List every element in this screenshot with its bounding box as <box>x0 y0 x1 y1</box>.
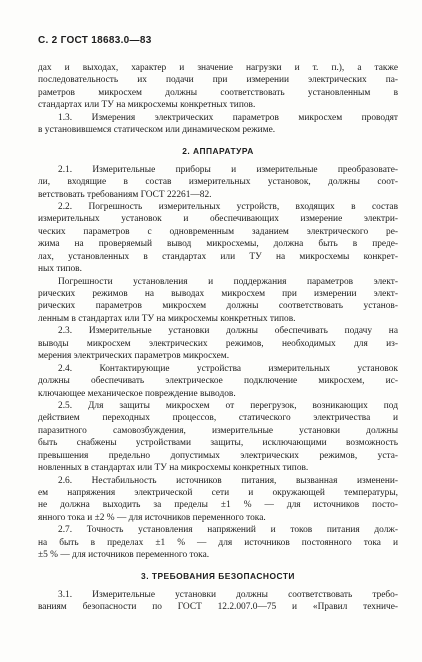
text-line: стандартах или ТУ на микросхемы конкретных типов. <box>38 100 256 111</box>
text-line: ных типов. <box>38 264 82 275</box>
text-line: ческих параметров с одновременным заданием электрического ре- <box>38 226 398 237</box>
text-line: ли, входящие в состав измерительных установок, должны соот- <box>38 177 398 188</box>
text-line: ленным в стандартах или ТУ на микросхемы конкретных типов. <box>38 313 296 324</box>
text-line: 2.6. Нестабильность источников питания, вызванная изменени- <box>58 475 398 486</box>
text-line: быть снабжены устройствами защиты, исключающими возможность <box>38 438 398 449</box>
paragraph <box>38 201 398 276</box>
document-body <box>38 62 398 614</box>
text-line: янного тока и ±2 % — для источников переменного тока. <box>38 512 266 523</box>
text-line: ±5 % — для источников переменного тока. <box>38 550 210 561</box>
paragraph <box>38 276 398 326</box>
text-line: превышения предельно допустимых электрических режимов, уста- <box>38 450 398 461</box>
text-line: 3.1. Измерительные установки должны соответствовать требо- <box>58 589 398 600</box>
text-line: должны обеспечивать электрическое подключение микросхем, ис- <box>38 376 398 387</box>
text-line: ветствовать требованиям ГОСТ 22261—82. <box>38 189 212 200</box>
text-line: 2.4. Контактирующие устройства измерительных установок <box>58 363 398 374</box>
text-line: ваниям безопасности по ГОСТ 12.2.007.0—75 и «Правил техниче- <box>38 602 398 613</box>
section-heading: 2. АППАРАТУРА <box>182 145 254 156</box>
text-line: 2.3. Измерительные установки должны обеспечивать подачу на <box>58 326 398 337</box>
text-line: Погрешности установления и поддержания параметров элект- <box>58 276 398 287</box>
paragraph <box>38 524 398 561</box>
text-line: выводы микросхем электрических режимов, необходимых для из- <box>38 338 398 349</box>
paragraph <box>38 589 398 614</box>
text-line: действием переходных процессов, статического электричества и <box>38 413 398 424</box>
text-line: дах и выходах, характер и значение нагрузки и т. п.), а также <box>38 63 398 73</box>
section-heading: 3. ТРЕБОВАНИЯ БЕЗОПАСНОСТИ <box>141 570 295 581</box>
text-line: ключающее механическое повреждение выводов. <box>38 388 236 399</box>
text-line: ем напряжения электрической сети и окружающей температуры, <box>38 488 398 498</box>
page-header: С. 2 ГОСТ 18683.0—83 <box>38 35 152 46</box>
text-line: 2.7. Точность установления напряжений и токов питания долж- <box>58 525 398 536</box>
text-line: паразитного самовозбуждения, измерительные установки должны <box>38 425 398 436</box>
text-line: мерения электрических параметров микросхем. <box>38 351 230 362</box>
paragraph <box>38 475 398 525</box>
text-line: 2.5. Для защиты микросхем от перегрузок, возникающих под <box>58 400 398 411</box>
text-line: раметров микросхем должны соответствовать установленным в <box>38 87 398 98</box>
text-line: на быть в пределах ±1 % — для источников постоянного тока и <box>38 537 398 548</box>
paragraph <box>38 112 398 137</box>
text-line: лах, установленных в стандартах или ТУ на микросхемы конкрет- <box>38 251 398 262</box>
text-line: последовательность их подачи при измерении электрических па- <box>38 75 398 86</box>
paragraph <box>38 62 398 112</box>
paragraph <box>38 325 398 362</box>
text-line: рических режимов на выводах микросхем при измерении элект- <box>38 289 398 299</box>
text-line: рических параметров микросхем должны соответствовать установ- <box>38 301 398 312</box>
text-line: не должна выходить за пределы ±1 % — для источников посто- <box>38 500 398 511</box>
paragraph <box>38 400 398 475</box>
text-line: измерительных установок и обеспечивающих измерение электри- <box>38 214 398 225</box>
paragraph <box>38 363 398 400</box>
text-line: 2.1. Измерительные приборы и измерительные преобразовате- <box>58 164 398 175</box>
text-line: в установившемся статическом или динамическом режиме. <box>38 125 276 136</box>
text-line: жима на проверяемый вывод микросхемы, должна быть в преде- <box>38 239 398 250</box>
text-line: новленных в стандартах или ТУ на микросхемы конкретных типов. <box>38 463 309 474</box>
paragraph <box>38 164 398 201</box>
text-line: 2.2. Погрешность измерительных устройств, входящих в состав <box>58 201 398 212</box>
text-line: 1.3. Измерения электрических параметров микросхем проводят <box>58 112 398 123</box>
